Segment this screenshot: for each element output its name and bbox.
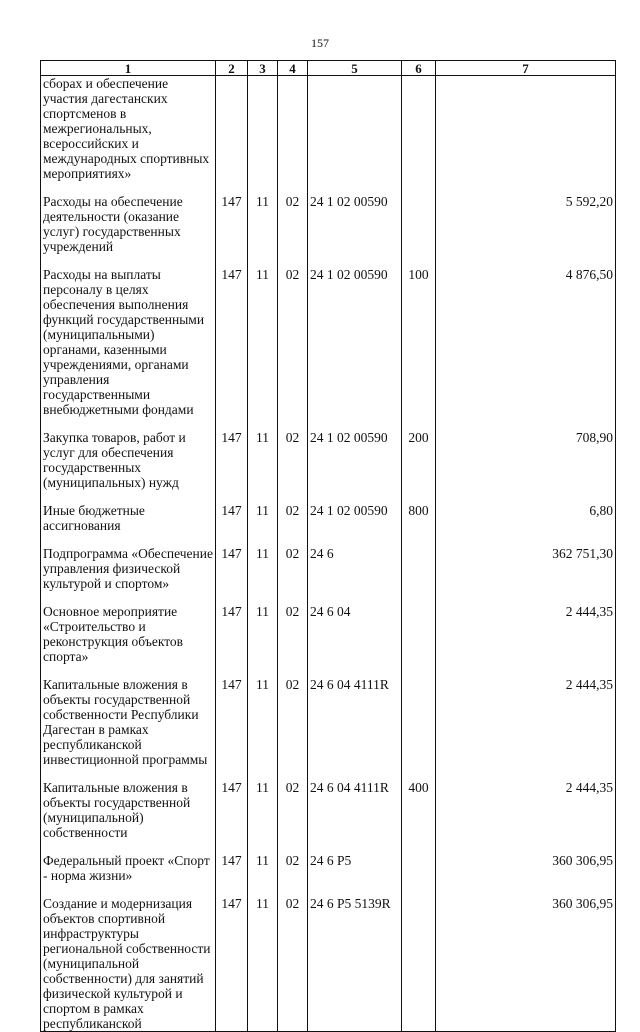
row-col3: 11 (248, 430, 278, 490)
row-col7: 2 444,35 (436, 780, 616, 840)
col-header-4: 4 (278, 61, 308, 76)
row-col5: 24 6 04 (308, 604, 402, 664)
row-col3 (248, 76, 278, 182)
row-col6 (402, 896, 436, 1032)
row-col3: 11 (248, 194, 278, 254)
row-col7: 5 592,20 (436, 194, 616, 254)
col-header-7: 7 (436, 61, 616, 76)
row-col6 (402, 76, 436, 182)
row-col4: 02 (278, 780, 308, 840)
row-col4: 02 (278, 267, 308, 417)
row-name: Капитальные вложения в объекты государственной (муниципальной) собственности (41, 780, 216, 840)
row-col5: 24 6 04 4111R (308, 677, 402, 767)
page-number: 157 (311, 36, 329, 50)
row-col4: 02 (278, 604, 308, 664)
row-col3: 11 (248, 503, 278, 533)
row-col3: 11 (248, 853, 278, 883)
row-col7: 6,80 (436, 503, 616, 533)
row-col6 (402, 677, 436, 767)
row-col7: 2 444,35 (436, 604, 616, 664)
col-header-5: 5 (308, 61, 402, 76)
row-col2: 147 (216, 604, 248, 664)
row-col5: 24 6 P5 5139R (308, 896, 402, 1032)
row-col3: 11 (248, 780, 278, 840)
row-name: Федеральный проект «Спорт - норма жизни» (41, 853, 216, 883)
row-col3: 11 (248, 677, 278, 767)
row-name: сборах и обеспечение участия дагестанских спортсменов в межрегиональных, всероссийских и международных спортивных мероприятиях» (41, 76, 216, 182)
row-col2 (216, 76, 248, 182)
row-col4: 02 (278, 503, 308, 533)
row-col5: 24 6 04 4111R (308, 780, 402, 840)
row-name: Основное мероприятие «Строительство и реконструкция объектов спорта» (41, 604, 216, 664)
table-row (41, 853, 616, 883)
row-col4: 02 (278, 853, 308, 883)
row-col5: 24 1 02 00590 (308, 503, 402, 533)
row-col6 (402, 546, 436, 591)
row-col2: 147 (216, 194, 248, 254)
table-row (41, 896, 616, 1032)
row-col5: 24 1 02 00590 (308, 194, 402, 254)
row-col5 (308, 76, 402, 182)
row-col5: 24 6 (308, 546, 402, 591)
budget-table (40, 60, 616, 1032)
table-row (41, 267, 616, 417)
table-row (41, 604, 616, 664)
row-col7: 360 306,95 (436, 896, 616, 1032)
row-col7: 362 751,30 (436, 546, 616, 591)
table-row (41, 780, 616, 840)
row-col4: 02 (278, 194, 308, 254)
row-col3: 11 (248, 546, 278, 591)
row-name: Капитальные вложения в объекты государственной собственности Республики Дагестан в рамках республиканской инвестиционной программы (41, 677, 216, 767)
table-row (41, 546, 616, 591)
col-header-6: 6 (402, 61, 436, 76)
row-col7: 4 876,50 (436, 267, 616, 417)
row-name: Создание и модернизация объектов спортивной инфраструктуры региональной собственности (муниципальной собственности) для занятий физической культурой и спортом в рамках республиканской (41, 896, 216, 1032)
table-row (41, 430, 616, 490)
col-header-3: 3 (248, 61, 278, 76)
row-col3: 11 (248, 267, 278, 417)
row-col7: 360 306,95 (436, 853, 616, 883)
row-col7: 2 444,35 (436, 677, 616, 767)
row-name: Иные бюджетные ассигнования (41, 503, 216, 533)
col-header-2: 2 (216, 61, 248, 76)
row-name: Расходы на выплаты персоналу в целях обеспечения выполнения функций государственными (муниципальными) органами, казенными учреждениями, органами управления государственными внебюджетными фондами (41, 267, 216, 417)
table-row (41, 76, 616, 182)
row-col6: 800 (402, 503, 436, 533)
row-name: Расходы на обеспечение деятельности (оказание услуг) государственных учреждений (41, 194, 216, 254)
row-col6: 100 (402, 267, 436, 417)
row-col2: 147 (216, 780, 248, 840)
row-col7: 708,90 (436, 430, 616, 490)
row-col5: 24 1 02 00590 (308, 267, 402, 417)
row-col2: 147 (216, 896, 248, 1032)
row-col6 (402, 604, 436, 664)
row-col6: 200 (402, 430, 436, 490)
table-row (41, 194, 616, 254)
row-col4: 02 (278, 677, 308, 767)
row-col6 (402, 194, 436, 254)
row-col4: 02 (278, 430, 308, 490)
row-col4: 02 (278, 896, 308, 1032)
row-col2: 147 (216, 503, 248, 533)
row-col2: 147 (216, 677, 248, 767)
row-col6: 400 (402, 780, 436, 840)
row-col2: 147 (216, 853, 248, 883)
row-col2: 147 (216, 546, 248, 591)
table-row (41, 503, 616, 533)
row-col7 (436, 76, 616, 182)
row-col4: 02 (278, 546, 308, 591)
row-col4 (278, 76, 308, 182)
row-col3: 11 (248, 604, 278, 664)
row-col5: 24 1 02 00590 (308, 430, 402, 490)
col-header-1: 1 (41, 61, 216, 76)
row-col2: 147 (216, 267, 248, 417)
row-col5: 24 6 P5 (308, 853, 402, 883)
row-name: Закупка товаров, работ и услуг для обеспечения государственных (муниципальных) нужд (41, 430, 216, 490)
header-row (41, 61, 616, 76)
table-row (41, 677, 616, 767)
row-name: Подпрограмма «Обеспечение управления физической культурой и спортом» (41, 546, 216, 591)
row-col3: 11 (248, 896, 278, 1032)
row-col6 (402, 853, 436, 883)
row-col2: 147 (216, 430, 248, 490)
